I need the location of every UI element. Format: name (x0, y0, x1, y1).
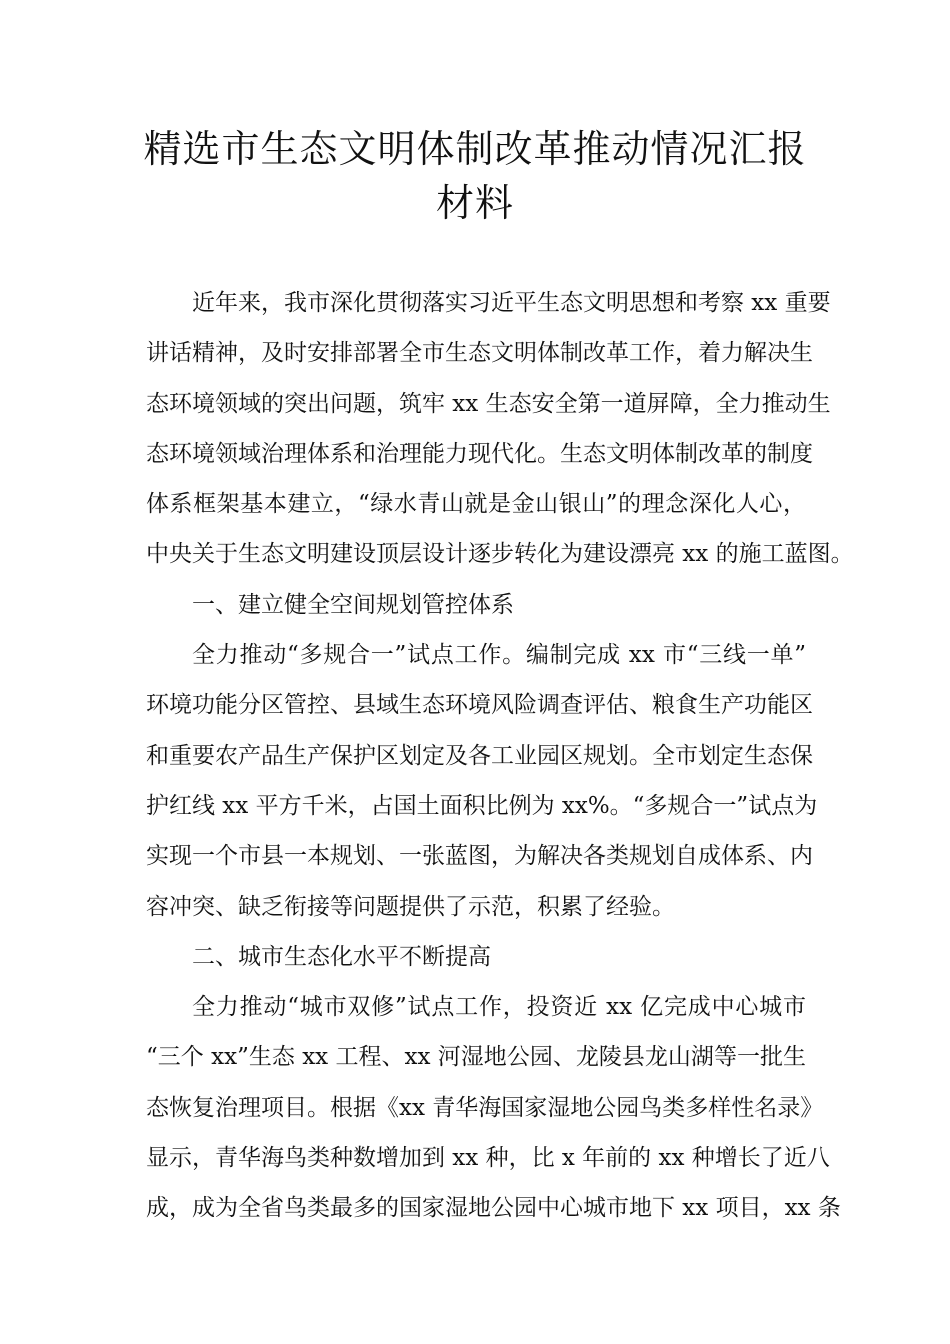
text-line: 二、城市生态化水平不断提高 (192, 943, 491, 970)
text-line: 一、建立健全空间规划管控体系 (192, 591, 514, 618)
text-line: 体系框架基本建立，“绿水青山就是金山银山”的理念深化人心， (146, 491, 806, 518)
text-line: 中央关于生态文明建设顶层设计逐步转化为建设漂亮 xx 的施工蓝图。 (146, 541, 854, 568)
text-line: 讲话精神，及时安排部署全市生态文明体制改革工作，着力解决生 (146, 340, 813, 367)
document-body (146, 278, 854, 1234)
text-line: 容冲突、缺乏衔接等问题提供了示范，积累了经验。 (146, 893, 675, 920)
text-line: 近年来，我市深化贯彻落实习近平生态文明思想和考察 xx 重要 (192, 290, 831, 316)
title-line-2: 材料 (435, 181, 514, 225)
text-line: 态环境领域的突出问题，筑牢 xx 生态安全第一道屏障，全力推动生 (146, 390, 831, 417)
text-line: 成，成为全省鸟类最多的国家湿地公园中心城市地下 xx 项目，xx 条 (146, 1195, 841, 1222)
text-line: 显示，青华海鸟类种数增加到 xx 种，比 x 年前的 xx 种增长了近八 (146, 1145, 830, 1172)
text-line: 全力推动“城市双修”试点工作，投资近 xx 亿完成中心城市 (192, 994, 806, 1021)
text-line: “三个 xx”生态 xx 工程、xx 河湿地公园、龙陵县龙山湖等一批生 (146, 1044, 806, 1071)
text-line: 态恢复治理项目。根据《xx 青华海国家湿地公园鸟类多样性名录》 (146, 1094, 824, 1121)
text-line: 实现一个市县一本规划、一张蓝图，为解决各类规划自成体系、内 (146, 843, 813, 870)
text-line: 护红线 xx 平方千米，占国土面积比例为 xx%。“多规合一”试点为 (146, 792, 818, 819)
title-line-1: 精选市生态文明体制改革推动情况汇报 (143, 127, 807, 171)
text-line: 态环境领域治理体系和治理能力现代化。生态文明体制改革的制度 (146, 440, 813, 467)
text-line: 全力推动“多规合一”试点工作。编制完成 xx 市“三线一单” (192, 642, 806, 669)
document-title (0, 122, 950, 230)
text-line: 和重要农产品生产保护区划定及各工业园区规划。全市划定生态保 (146, 742, 813, 769)
text-line: 环境功能分区管控、县域生态环境风险调查评估、粮食生产功能区 (146, 692, 813, 719)
